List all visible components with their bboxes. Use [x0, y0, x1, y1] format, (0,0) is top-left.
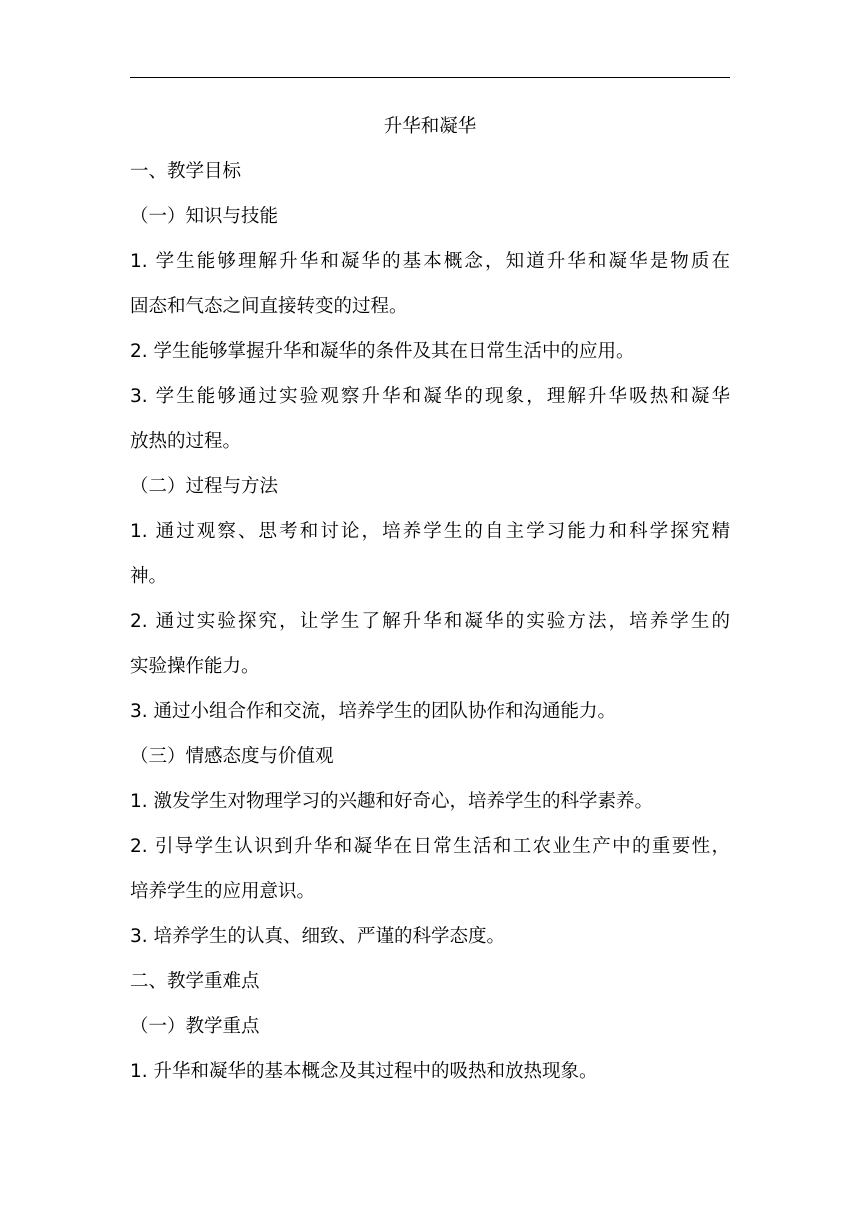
- document-title: 升华和凝华: [383, 116, 477, 137]
- paragraph-line: 固态和气态之间直接转变的过程。: [130, 296, 408, 317]
- paragraph-line: 1. 激发学生对物理学习的兴趣和好奇心，培养学生的科学素养。: [130, 791, 654, 812]
- subsection-heading: （二）过程与方法: [130, 476, 279, 497]
- section-heading: 二、教学重难点: [130, 971, 260, 992]
- document-body: [130, 104, 730, 1094]
- paragraph-line: 放热的过程。: [130, 431, 242, 452]
- paragraph-line: 2. 学生能够掌握升华和凝华的条件及其在日常生活中的应用。: [130, 341, 635, 362]
- paragraph-line: 1. 升华和凝华的基本概念及其过程中的吸热和放热现象。: [130, 1061, 598, 1082]
- paragraph-line: 培养学生的应用意识。: [130, 881, 316, 902]
- subsection-heading: （一）知识与技能: [130, 206, 279, 227]
- paragraph-line: 3. 培养学生的认真、细致、严谨的科学态度。: [130, 926, 506, 947]
- paragraph-line: 2. 引导学生认识到升华和凝华在日常生活和工农业生产中的重要性，: [130, 836, 730, 857]
- paragraph-line: 3. 学生能够通过实验观察升华和凝华的现象，理解升华吸热和凝华: [130, 386, 730, 407]
- paragraph-line: 1. 学生能够理解升华和凝华的基本概念，知道升华和凝华是物质在: [130, 251, 730, 272]
- paragraph-line: 1. 通过观察、思考和讨论，培养学生的自主学习能力和科学探究精: [130, 521, 730, 542]
- subsection-heading: （三）情感态度与价值观: [130, 746, 334, 767]
- header-divider: [130, 77, 730, 78]
- paragraph-line: 实验操作能力。: [130, 656, 260, 677]
- subsection-heading: （一）教学重点: [130, 1016, 260, 1037]
- section-heading: 一、教学目标: [130, 161, 242, 182]
- paragraph-line: 神。: [130, 566, 168, 587]
- paragraph-line: 3. 通过小组合作和交流，培养学生的团队协作和沟通能力。: [130, 701, 617, 722]
- paragraph-line: 2. 通过实验探究，让学生了解升华和凝华的实验方法，培养学生的: [130, 611, 730, 632]
